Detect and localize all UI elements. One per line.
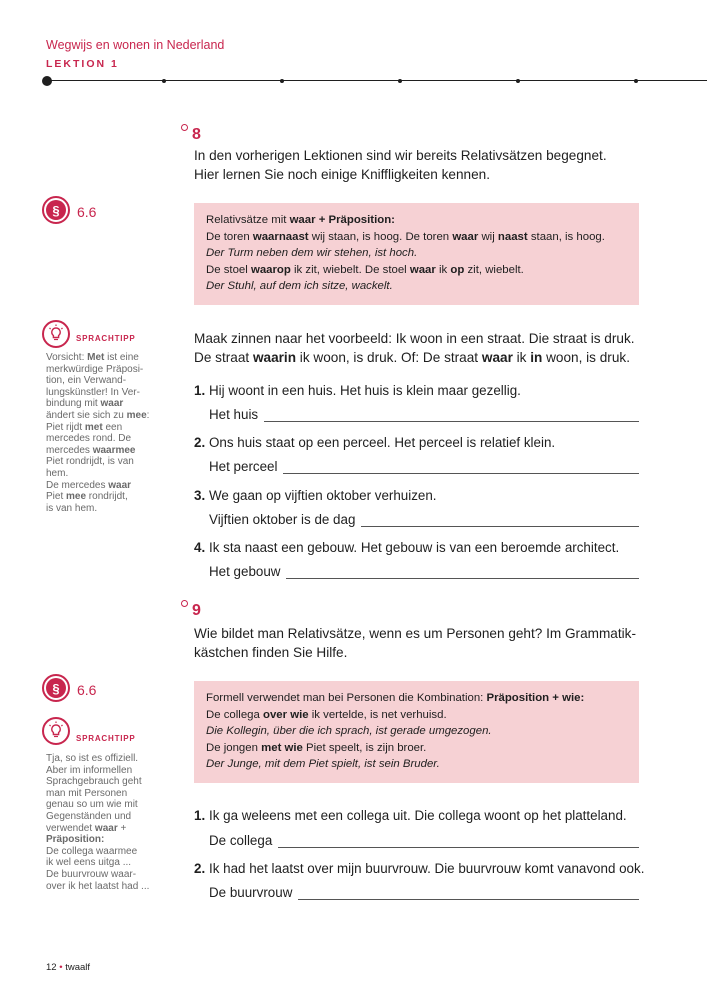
grammar-box: Relativsätze mit waar + Präposition: De toren waarnaast wij staan, is hoog. De toren waar wij naast staan, is hoog. Der Turm neben dem wir stehen, ist hoch. De stoel waarop ik zit, wiebelt. De stoel waar ik op zit, wiebelt. Der Stuhl, auf dem ich sitze, wackelt.	[194, 203, 639, 305]
grammar-box: Formell verwendet man bei Personen die Kombination: Präposition + wie: De collega over wie ik vertelde, is net verhuisd. Die Kollegin, über die ich sprach, ist gerade umgezogen. De jongen met wie Piet speelt, is zijn broer. Der Junge, mit dem Piet spielt, ist sein Bruder.	[194, 681, 639, 783]
grammar-reference: 6.6	[77, 682, 97, 698]
rule-dot	[162, 79, 166, 83]
page-word: twaalf	[65, 962, 91, 973]
exercise-number: 9	[192, 602, 201, 619]
header-rule	[46, 80, 707, 81]
page-number: 12	[46, 962, 57, 973]
rule-dot-large	[42, 76, 52, 86]
answer-field[interactable]: Het gebouw	[209, 564, 639, 579]
exercise-intro: Wie bildet man Relativsätze, wenn es um Personen geht? Im Grammatik- kästchen finden Sie Hilfe.	[194, 626, 636, 660]
tip-label: SPRACHTIPP	[76, 334, 136, 343]
exercise-item: 4. Ik sta naast een gebouw. Het gebouw is van een beroemde architect.	[194, 540, 620, 555]
answer-field[interactable]: Het perceel	[209, 459, 639, 474]
tip-label: SPRACHTIPP	[76, 734, 136, 743]
exercise-item: 2. Ik had het laatst over mijn buurvrouw. Die buurvrouw komt vanavond ook.	[194, 861, 645, 876]
exercise-item: 2. Ons huis staat op een perceel. Het perceel is relatief klein.	[194, 435, 556, 450]
lightbulb-icon	[42, 320, 70, 348]
rule-dot	[634, 79, 638, 83]
answer-field[interactable]: De buurvrouw	[209, 885, 639, 900]
paragraph-icon: §	[42, 674, 70, 702]
rule-dot	[280, 79, 284, 83]
rule-dot	[398, 79, 402, 83]
exercise-marker-icon	[181, 124, 188, 131]
answer-field[interactable]: Vijftien oktober is de dag	[209, 512, 639, 527]
answer-field[interactable]: Het huis	[209, 407, 639, 422]
grammar-reference: 6.6	[77, 204, 97, 220]
lightbulb-icon	[42, 717, 70, 745]
exercise-instruction: Maak zinnen naar het voorbeeld: Ik woon in een straat. Die straat is druk. De straat waarin ik woon, is druk. Of: De straat waar ik in woon, is druk.	[194, 331, 635, 365]
book-title: Wegwijs en wonen in Nederland	[46, 38, 225, 52]
rule-dot	[516, 79, 520, 83]
exercise-number: 8	[192, 126, 201, 143]
footer-bullet: •	[59, 962, 63, 973]
exercise-marker-icon	[181, 600, 188, 607]
answer-field[interactable]: De collega	[209, 833, 639, 848]
tip-text: Vorsicht: Met ist eine merkwürdige Präposi- tion, ein Verwand- lungskünstler! In Ver- bindung mit waar ändert sie sich zu mee: Piet rijdt met een mercedes rond. De mercedes waarmee Piet rondrijdt, is van hem. De mercedes waar Piet mee rondrijdt, is van hem.	[46, 352, 150, 514]
exercise-item: 1. Ik ga weleens met een collega uit. Die collega woont op het platteland.	[194, 808, 627, 823]
exercise-item: 3. We gaan op vijftien oktober verhuizen.	[194, 488, 437, 503]
tip-text: Tja, so ist es offiziell. Aber im informellen Sprachgebrauch geht man mit Personen genau so um wie mit Gegenständen und verwendet waar + Präposition: De collega waarmee ik wel eens uitga ... De buurvrouw waar- over ik het laatst had ...	[46, 753, 150, 892]
paragraph-icon: §	[42, 196, 70, 224]
exercise-intro: In den vorherigen Lektionen sind wir bereits Relativsätzen begegnet. Hier lernen Sie noch einige Kniffligkeiten kennen.	[194, 148, 607, 182]
lesson-label: LEKTION 1	[46, 58, 119, 70]
exercise-item: 1. Hij woont in een huis. Het huis is klein maar gezellig.	[194, 383, 521, 398]
page-footer	[46, 962, 90, 973]
